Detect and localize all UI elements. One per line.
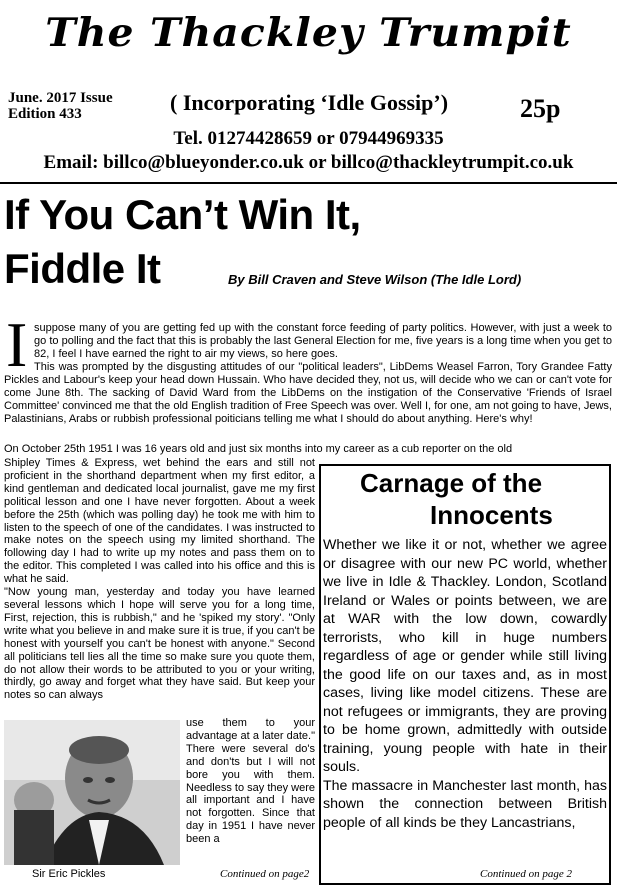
article-para2: This was prompted by the disgusting attitudes of our "political leaders", LibDems Weasel Farron, Tory Grandee Fatty Pickles and Labour's keep your head down Hussain. Who have decided they, not us, will decide who we can or can't vote for come June 8th. The sacking of David Ward from the LibDems on the instigation of the Conservative 'Friends of Israel Committee' convinced me that the old English tradition of Free Speech was over. Well I, for one, am not going to have, Jews, Palastinians, Arabs or rubbish professional poiticians telling me what I should do about anything. Here's why! bbox=[4, 361, 612, 425]
issue-edition: Edition 433 bbox=[8, 106, 82, 122]
box-title-line1: Carnage of the bbox=[360, 468, 543, 498]
photo-eric-pickles bbox=[4, 720, 180, 865]
article-column-left bbox=[4, 457, 315, 702]
byline: By Bill Craven and Steve Wilson (The Idle Lord) bbox=[228, 272, 522, 287]
headline-line1: If You Can’t Win It, bbox=[4, 191, 361, 238]
masthead-title: The Thackley Trumpit bbox=[45, 10, 572, 56]
column-paragraph: "Now young man, yesterday and today you have learned several lessons which I hope will serve you for a long time, First, rejection, this is rubbish," and he 'spiked my story'. "Only write what you believe in and make sure it is true, if you can't be honest with yourself you can't be honest with anyone." Second all politicians tell lies all the time so make sure you quote them, do not allow their words to be attributed to you or your writing, thirdly, go away and forget what they have said. But keep your notes so can always bbox=[4, 586, 315, 702]
issue-info bbox=[8, 90, 113, 122]
article-para3: On October 25th 1951 I was 16 years old and just six months into my career as a cub reporter on the old bbox=[4, 443, 513, 455]
contact-email: Email: billco@blueyonder.co.uk or billco@thackleytrumpit.co.uk bbox=[43, 152, 574, 173]
article-column-narrow: use them to your advantage at a later date." There were several do's and don'ts but I will not bore you with them. Needless to say they were all important and I have not forgotten. Since that day in 1951 I have never been a bbox=[186, 717, 316, 846]
box-paragraph: Whether we like it or not, whether we agree or disagree with our new PC world, whether we live in Idle & Thackley. London, Scotland Ireland or Wales or points between, we are at WAR with the low down, cowardly terrorists, who kill in huge numbers regardless of age or gender while still living the good life on our taxes and, as in most cases, living like model citizens. These are not refugees or immigrants, they are proving to be home grown, admittedly with outside training, young people with hate in their souls. bbox=[323, 537, 607, 775]
column-paragraph: Shipley Times & Express, wet behind the ears and still not proficient in the shorthand department when my first editor, a kind gentleman and dedicated local journalist, gave me my first political lesson and one I have never forgotten. About a week before the 25th (which was polling day) he took me with him to listen to the speech of one of the candidates. I was instructed to make notes on the speech using my limited shorthand. The following day I had to write up my notes and pass them on to the editor. This completed I was called into his office and this is what he said. bbox=[4, 457, 315, 586]
photo-caption: Sir Eric Pickles bbox=[32, 868, 106, 880]
header-divider bbox=[0, 182, 617, 184]
subtitle: ( Incorporating ‘Idle Gossip’) bbox=[170, 90, 449, 115]
portrait-image bbox=[4, 720, 180, 865]
box-paragraph: The massacre in Manchester last month, has shown the connection between British people of all kinds be they Lancastrians, bbox=[323, 777, 607, 831]
drop-cap: I bbox=[6, 309, 28, 380]
continued-note-left: Continued on page2 bbox=[220, 868, 310, 880]
article-para1: suppose many of you are getting fed up with the constant force feeding of party politics. However, with just a week to go to polling and the fact that this is probably the last General Election for me, five years is a long time when you get to 82, I feel I have earned the right to air my views, so here goes. bbox=[34, 322, 612, 360]
continued-note-right: Continued on page 2 bbox=[480, 868, 572, 880]
box-title-line2: Innocents bbox=[430, 500, 553, 530]
contact-tel: Tel. 01274428659 or 07944969335 bbox=[173, 128, 444, 149]
issue-date: June. 2017 Issue bbox=[8, 90, 113, 106]
price: 25p bbox=[520, 94, 561, 123]
box-body bbox=[323, 536, 607, 832]
headline-line2: Fiddle It bbox=[4, 245, 161, 292]
